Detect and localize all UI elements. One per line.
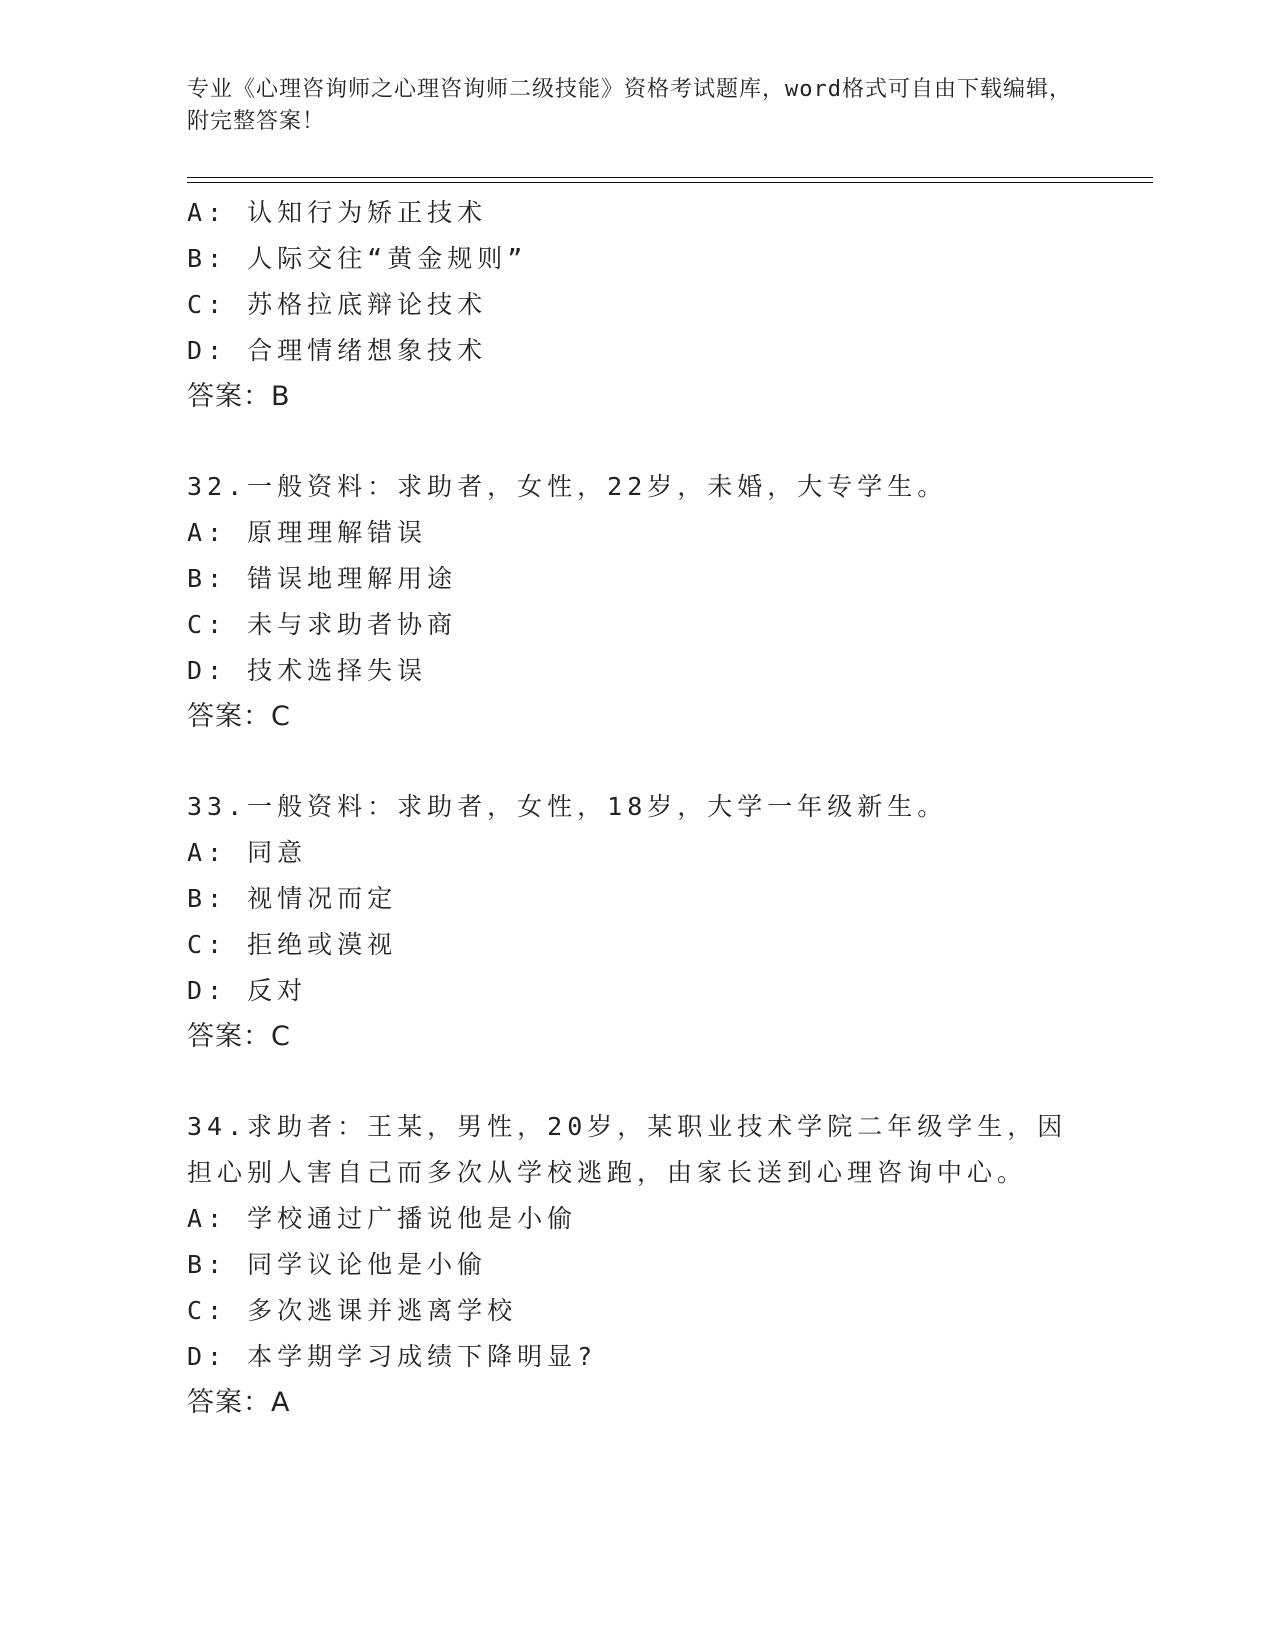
question-list [187, 190, 1087, 1426]
option-b: B: 错误地理解用途 [187, 564, 458, 593]
spacer [187, 420, 1087, 464]
question-32 [187, 464, 1087, 740]
option-c: C: 未与求助者协商 [187, 610, 458, 639]
option-c: C: 拒绝或漠视 [187, 930, 398, 959]
answer: 答案：C [187, 701, 291, 732]
question-34 [187, 1104, 1087, 1426]
header-rule-bottom [187, 182, 1153, 183]
option-a: A: 原理理解错误 [187, 518, 428, 547]
option-b: B: 同学议论他是小偷 [187, 1250, 488, 1279]
option-d: D: 合理情绪想象技术 [187, 336, 488, 365]
header-rule-top [187, 177, 1153, 178]
option-c: C: 苏格拉底辩论技术 [187, 290, 488, 319]
answer: 答案：C [187, 1021, 291, 1052]
option-d: D: 反对 [187, 976, 308, 1005]
question-31 [187, 190, 1087, 420]
option-c: C: 多次逃课并逃离学校 [187, 1296, 518, 1325]
question-33 [187, 784, 1087, 1060]
spacer [187, 1060, 1087, 1104]
question-text: 32.一般资料：求助者，女性，22岁，未婚，大专学生。 [187, 472, 948, 501]
document-header: 专业《心理咨询师之心理咨询师二级技能》资格考试题库，word格式可自由下载编辑，附完整答案！ [187, 77, 1072, 134]
option-a: A: 学校通过广播说他是小偷 [187, 1204, 578, 1233]
spacer [187, 740, 1087, 784]
question-text: 33.一般资料：求助者，女性，18岁，大学一年级新生。 [187, 792, 948, 821]
question-text: 34.求助者：王某，男性，20岁，某职业技术学院二年级学生，因担心别人害自己而多次从学校逃跑，由家长送到心理咨询中心。 [187, 1112, 1068, 1187]
option-b: B: 人际交往“黄金规则” [187, 244, 528, 273]
option-d: D: 本学期学习成绩下降明显? [187, 1342, 598, 1371]
answer: 答案：B [187, 381, 291, 412]
answer: 答案：A [187, 1387, 291, 1418]
option-a: A: 同意 [187, 838, 308, 867]
option-a: A: 认知行为矫正技术 [187, 198, 488, 227]
option-b: B: 视情况而定 [187, 884, 398, 913]
option-d: D: 技术选择失误 [187, 656, 428, 685]
